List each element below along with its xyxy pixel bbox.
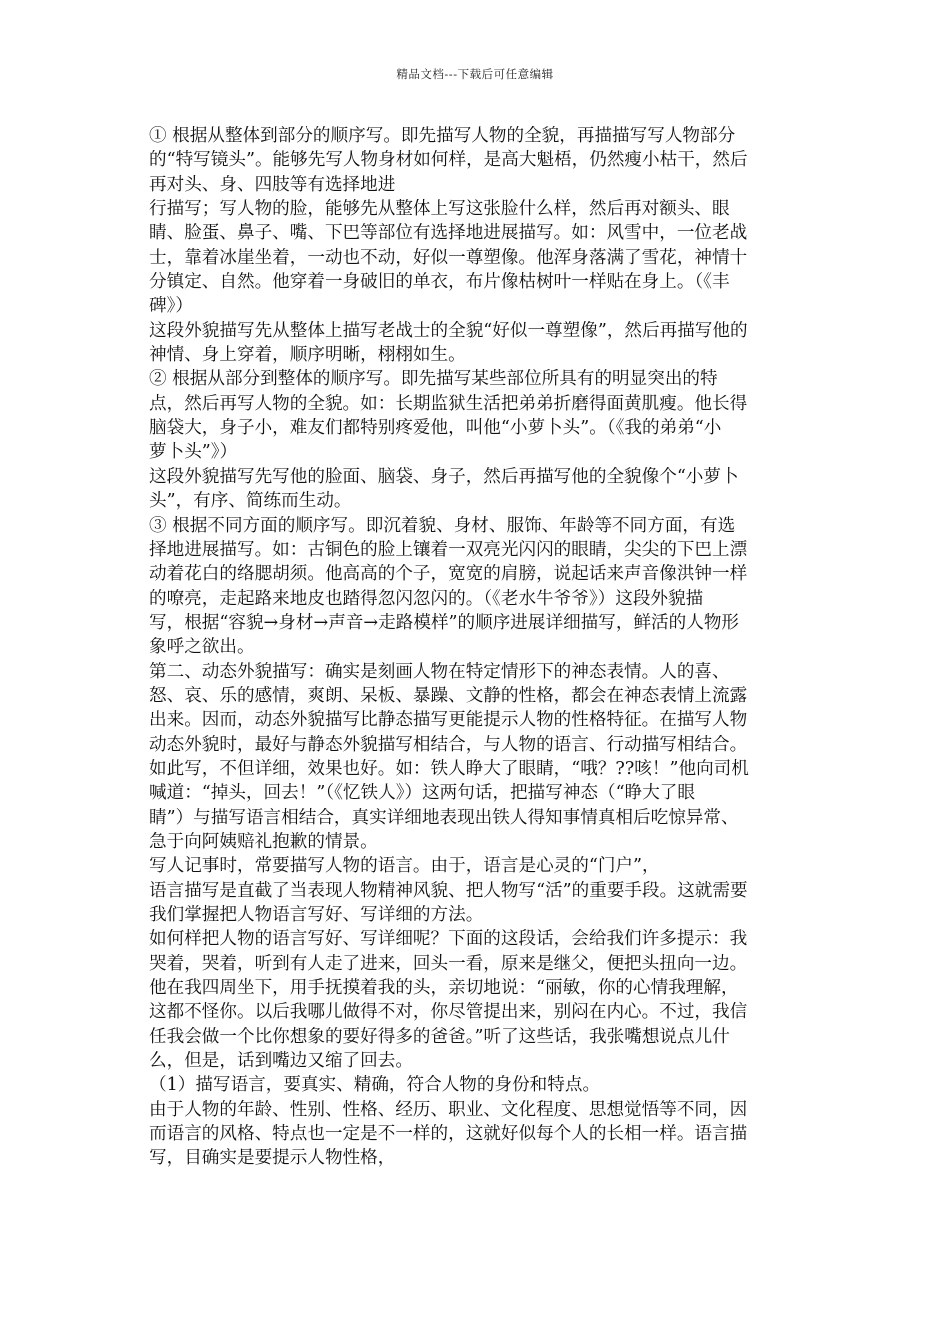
text-line: 喊道：“掉头，回去！”（《忆铁人》）这两句话，把描写神态（“睁大了眼 [149, 783, 695, 804]
text-line: ③ 根据不同方面的顺序写。即沉着貌、身材、服饰、年龄等不同方面，有选 [149, 515, 736, 536]
text-line: 这段外貌描写先从整体上描写老战士的全貌“好似一尊塑像”，然后再描写他的 [149, 320, 748, 341]
text-line: 怒、哀、乐的感情，爽朗、呆板、暴躁、文静的性格，都会在神态表情上流露 [149, 685, 748, 706]
text-line: 写，根据“容貌→身材→声音→走路模样”的顺序进展详细描写，鲜活的人物形 [149, 612, 740, 633]
text-line: ② 根据从部分到整体的顺序写。即先描写某些部位所具有的明显突出的特 [149, 369, 718, 390]
text-line: 行描写；写人物的脸，能够先从整体上写这张脸什么样，然后再对额头、眼 [149, 199, 730, 220]
text-line: 再对头、身、四肢等有选择地进 [149, 174, 396, 195]
text-line: 语言描写是直截了当表现人物精神风貌、把人物写“活”的重要手段。这就需要 [149, 880, 748, 901]
text-line: 他在我四周坐下，用手抚摸着我的头，亲切地说：“丽敏，你的心情我理解， [149, 978, 739, 999]
text-line: 象呼之欲出。 [149, 637, 255, 658]
text-line: 萝卜头”》） [149, 442, 238, 463]
text-line: 碑》） [149, 296, 193, 317]
text-line: 这都不怪你。以后我哪儿做得不对，你尽管提出来，别闷在内心。不过，我信 [149, 1002, 748, 1023]
text-line: 写人记事时，常要描写人物的语言。由于，语言是心灵的“门户”， [149, 856, 660, 877]
text-line: 士，靠着冰崖坐着，一动也不动，好似一尊塑像。他浑身落满了雪花，神情十 [149, 247, 748, 268]
document-body [149, 124, 809, 1171]
text-line: 动态外貌时，最好与静态外貌描写相结合，与人物的语言、行动描写相结合。 [149, 734, 748, 755]
text-line: 出来。因而，动态外貌描写比静态描写更能提示人物的性格特征。在描写人物 [149, 710, 748, 731]
text-line: 而语言的风格、特点也一定是不一样的，这就好似每个人的长相一样。语言描 [149, 1124, 748, 1145]
text-line: 哭着，哭着，听到有人走了进来，回头一看，原来是继父，便把头扭向一边。 [149, 953, 748, 974]
text-line: （1）描写语言，要真实、精确，符合人物的身份和特点。 [149, 1075, 601, 1096]
text-line: 动着花白的络腮胡须。他高高的个子，宽宽的肩膀，说起话来声音像洪钟一样 [149, 564, 748, 585]
text-line: 脑袋大，身子小，难友们都特别疼爱他，叫他“小萝卜头”。（《我的弟弟“小 [149, 418, 722, 439]
text-line: 由于人物的年龄、性别、性格、经历、职业、文化程度、思想觉悟等不同，因 [149, 1099, 748, 1120]
text-line: 择地进展描写。如：古铜色的脸上镶着一双亮光闪闪的眼睛，尖尖的下巴上漂 [149, 539, 748, 560]
text-line: 这段外貌描写先写他的脸面、脑袋、身子，然后再描写他的全貌像个“小萝卜 [149, 466, 739, 487]
text-line: 写，目确实是要提示人物性格， [149, 1148, 396, 1169]
text-line: 么，但是，话到嘴边又缩了回去。 [149, 1051, 413, 1072]
text-line: 睛”）与描写语言相结合，真实详细地表现出铁人得知事情真相后吃惊异常、 [149, 807, 739, 828]
text-line: 我们掌握把人物语言写好、写详细的方法。 [149, 905, 484, 925]
text-line: 的嘹亮，走起路来地皮也踏得忽闪忽闪的。（《老水牛爷爷》）这段外貌描 [149, 588, 704, 609]
text-line: 任我会做一个比你想象的要好得多的爸爸。”听了这些话，我张嘴想说点儿什 [149, 1026, 730, 1047]
text-line: 睛、脸蛋、鼻子、嘴、下巴等部位有选择地进展描写。如：风雪中，一位老战 [149, 223, 748, 244]
text-line: 头”，有序、简练而生动。 [149, 491, 352, 512]
text-line: 如何样把人物的语言写好、写详细呢？下面的这段话，会给我们许多提示：我 [149, 929, 748, 950]
text-line: 神情、身上穿着，顺序明晰，栩栩如生。 [149, 345, 466, 366]
text-line: 如此写，不但详细，效果也好。如：铁人睁大了眼睛，“哦？??咳！”他向司机 [149, 758, 749, 779]
text-line: ① 根据从整体到部分的顺序写。即先描写人物的全貌，再描描写写人物部分 [149, 126, 736, 146]
page-header: 精品文档---下载后可任意编辑 [396, 67, 554, 81]
text-line: 分镇定、自然。他穿着一身破旧的单衣，布片像枯树叶一样贴在身上。（《丰 [149, 272, 730, 293]
text-line: 点，然后再写人物的全貌。如：长期监狱生活把弟弟折磨得面黄肌瘦。他长得 [149, 393, 748, 414]
text-line: 第二、动态外貌描写：确实是刻画人物在特定情形下的神态表情。人的喜、 [149, 661, 730, 682]
text-line: 急于向阿姨赔礼抱歉的情景。 [149, 831, 378, 852]
text-line: 的“特写镜头”。能够先写人物身材如何样，是高大魁梧，仍然瘦小枯干，然后 [149, 150, 748, 171]
